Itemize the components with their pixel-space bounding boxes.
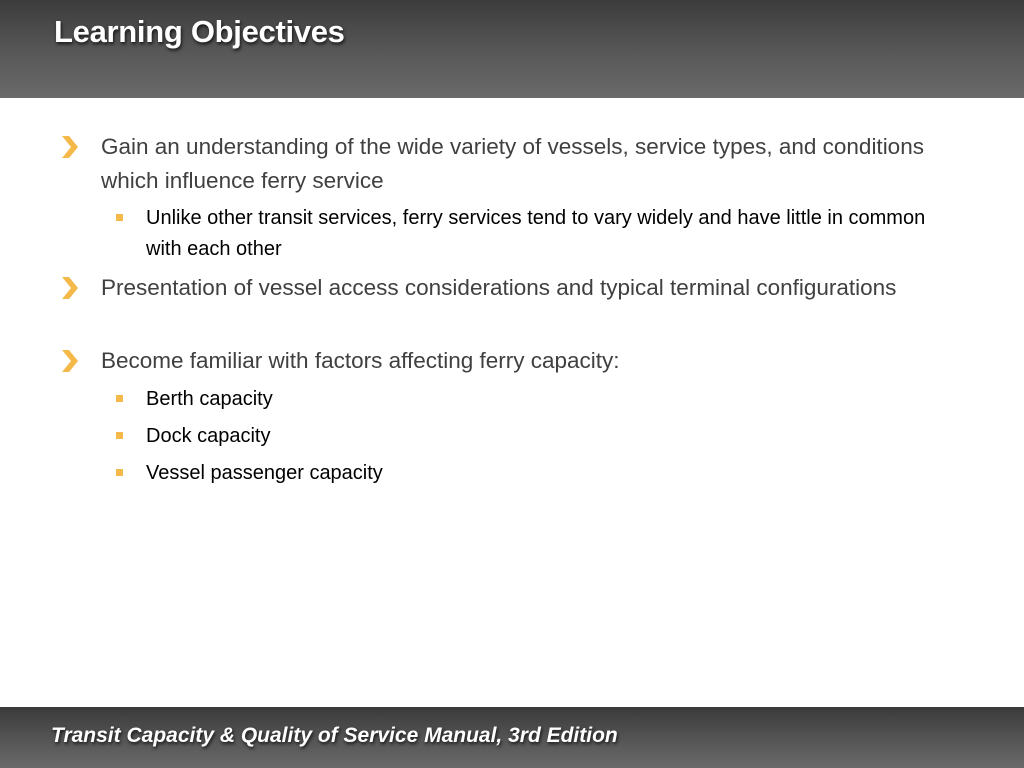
sub-bullet-1-1: Unlike other transit services, ferry services tend to vary widely and have little in common with each other [146, 207, 926, 260]
bullet-3: Become familiar with factors affecting ferry capacity: [101, 348, 620, 373]
sub-bullet-3-3: Vessel passenger capacity [146, 462, 383, 484]
chevron-right-icon [62, 277, 78, 299]
chevron-right-icon [62, 350, 78, 372]
bullet-2: Presentation of vessel access considerations and typical terminal configurations [101, 275, 897, 300]
chevron-right-icon [62, 136, 78, 158]
footer-bar [0, 707, 1024, 768]
square-bullet-icon [116, 395, 123, 402]
square-bullet-icon [116, 432, 123, 439]
title-bar [0, 0, 1024, 98]
square-bullet-icon [116, 469, 123, 476]
bullet-1: Gain an understanding of the wide variety of vessels, service types, and conditions which influence ferry service [101, 134, 924, 193]
slide-title: Learning Objectives [54, 14, 345, 49]
sub-bullet-3-2: Dock capacity [146, 425, 271, 447]
slide-content [0, 98, 1024, 707]
square-bullet-icon [116, 214, 123, 221]
footer-text: Transit Capacity & Quality of Service Manual, 3rd Edition [51, 724, 618, 747]
sub-bullet-3-1: Berth capacity [146, 388, 273, 410]
